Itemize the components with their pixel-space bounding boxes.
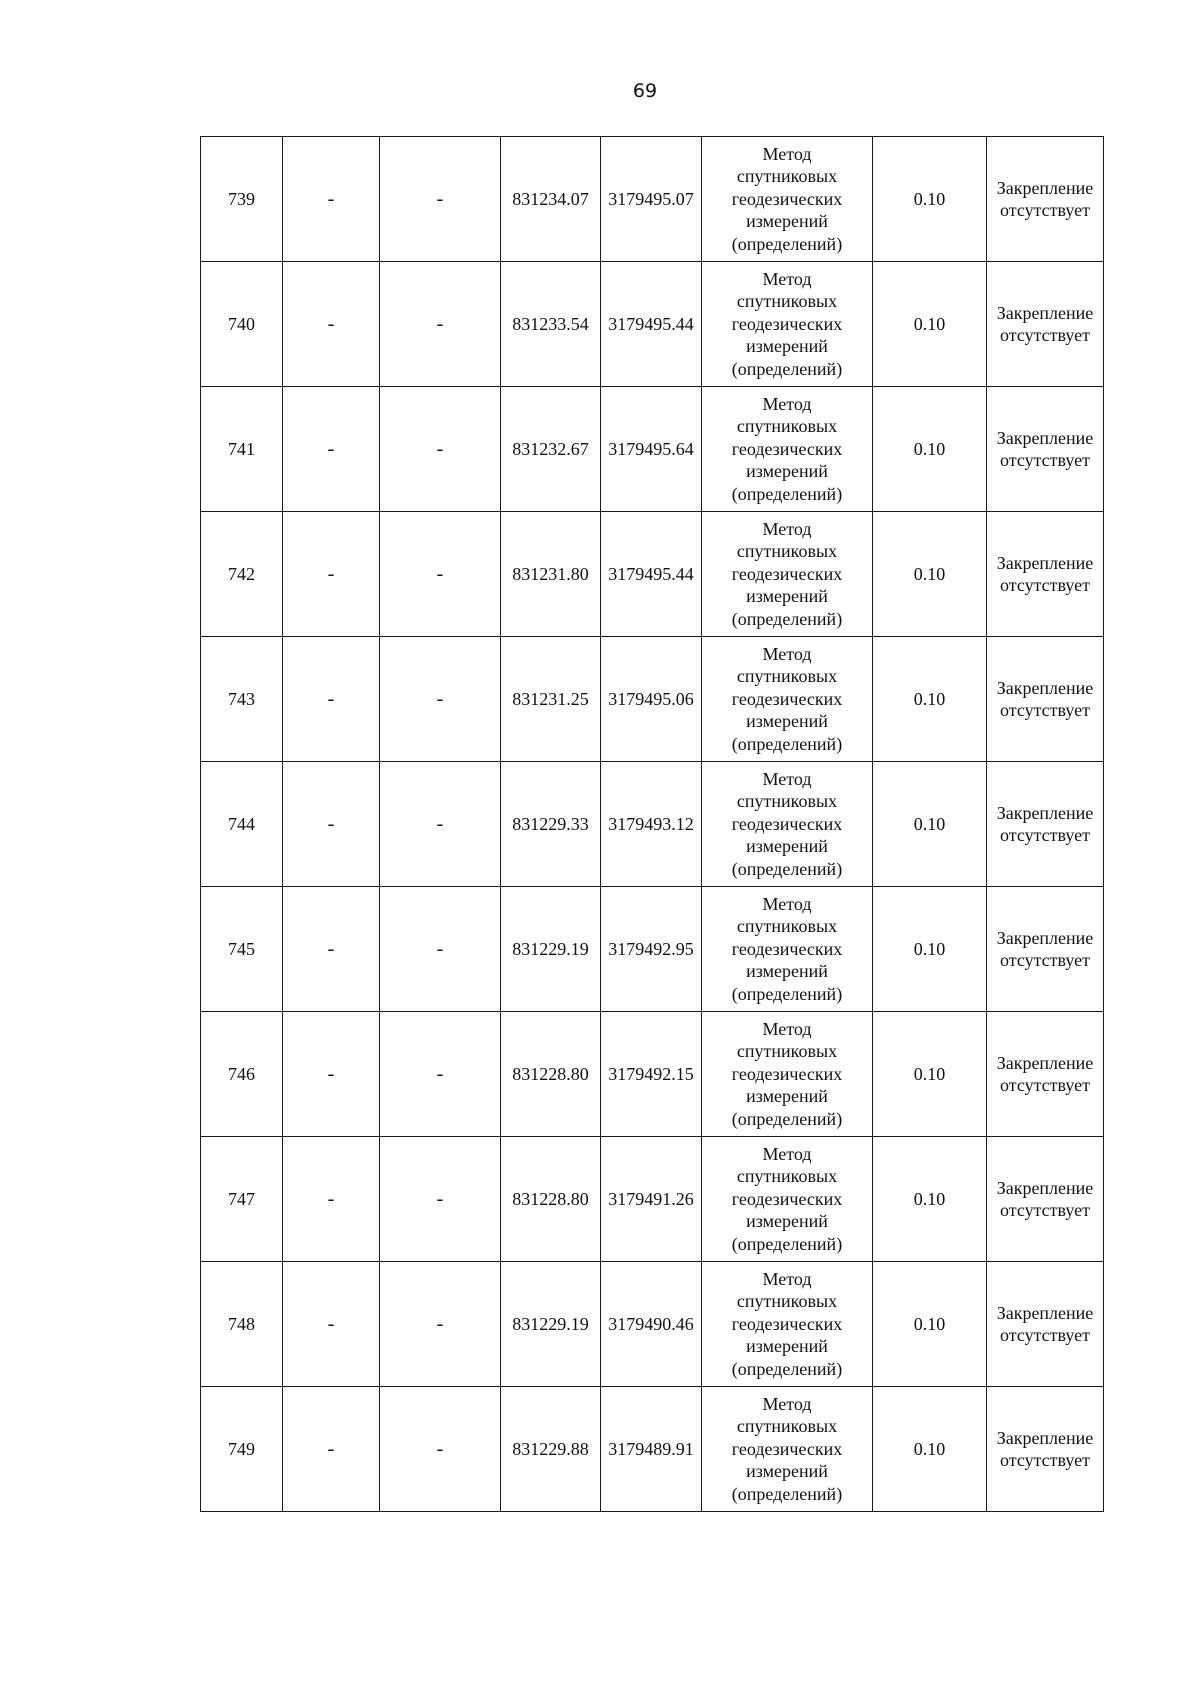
method-line: (определений) [731,983,843,1004]
method-line: измерений [746,711,828,732]
fix-line: Закрепление [996,1428,1094,1448]
coordinates-table [200,136,1104,1512]
empty-cell-col3: - [380,762,501,887]
accuracy-cell: 0.10 [873,887,987,1012]
method-line: геодезических [731,688,843,709]
fixation-cell [987,637,1104,762]
fix-line: отсутствует [999,200,1091,220]
fix-line: отсутствует [999,825,1091,845]
empty-cell-col2: - [283,637,380,762]
method-cell [702,762,873,887]
accuracy-cell: 0.10 [873,262,987,387]
table-row [201,1262,1104,1387]
table-row [201,762,1104,887]
method-line: измерений [746,211,828,232]
point-number-cell: 749 [201,1387,283,1512]
method-line: Метод [762,393,812,414]
empty-cell-col3: - [380,387,501,512]
method-line: спутниковых [736,1041,838,1062]
table-row [201,512,1104,637]
method-line: спутниковых [736,916,838,937]
method-cell [702,637,873,762]
method-line: Метод [762,1268,812,1289]
fixation-cell [987,262,1104,387]
method-cell [702,512,873,637]
empty-cell-col2: - [283,1012,380,1137]
y-coordinate-cell: 3179493.12 [601,762,702,887]
x-coordinate-cell: 831231.80 [501,512,601,637]
accuracy-cell: 0.10 [873,1387,987,1512]
empty-cell-col2: - [283,762,380,887]
point-number-cell: 743 [201,637,283,762]
method-line: спутниковых [736,791,838,812]
empty-cell-col3: - [380,1137,501,1262]
method-line: (определений) [731,233,843,254]
table-row [201,1137,1104,1262]
empty-cell-col3: - [380,262,501,387]
method-line: (определений) [731,858,843,879]
method-line: (определений) [731,358,843,379]
fixation-cell [987,512,1104,637]
method-line: измерений [746,961,828,982]
method-line: спутниковых [736,416,838,437]
x-coordinate-cell: 831229.19 [501,1262,601,1387]
fixation-cell [987,1012,1104,1137]
fixation-cell [987,887,1104,1012]
accuracy-cell: 0.10 [873,137,987,262]
fix-line: отсутствует [999,950,1091,970]
x-coordinate-cell: 831228.80 [501,1137,601,1262]
x-coordinate-cell: 831229.19 [501,887,601,1012]
empty-cell-col3: - [380,137,501,262]
method-line: Метод [762,893,812,914]
empty-cell-col2: - [283,512,380,637]
empty-cell-col2: - [283,1262,380,1387]
accuracy-cell: 0.10 [873,1262,987,1387]
table-row [201,887,1104,1012]
point-number-cell: 746 [201,1012,283,1137]
accuracy-cell: 0.10 [873,1137,987,1262]
empty-cell-col2: - [283,1387,380,1512]
fixation-cell [987,1387,1104,1512]
method-cell [702,262,873,387]
fixation-cell [987,1137,1104,1262]
method-line: геодезических [731,563,843,584]
fix-line: Закрепление [996,553,1094,573]
method-line: измерений [746,1336,828,1357]
method-line: геодезических [731,1313,843,1334]
method-line: Метод [762,143,812,164]
method-line: спутниковых [736,1166,838,1187]
method-cell [702,1387,873,1512]
y-coordinate-cell: 3179492.15 [601,1012,702,1137]
accuracy-cell: 0.10 [873,762,987,887]
point-number-cell: 742 [201,512,283,637]
x-coordinate-cell: 831228.80 [501,1012,601,1137]
point-number-cell: 739 [201,137,283,262]
empty-cell-col2: - [283,387,380,512]
point-number-cell: 744 [201,762,283,887]
method-line: геодезических [731,1188,843,1209]
table-row [201,1012,1104,1137]
method-line: Метод [762,643,812,664]
x-coordinate-cell: 831229.33 [501,762,601,887]
empty-cell-col2: - [283,262,380,387]
method-cell [702,387,873,512]
empty-cell-col2: - [283,887,380,1012]
method-line: измерений [746,1211,828,1232]
accuracy-cell: 0.10 [873,512,987,637]
fix-line: отсутствует [999,1200,1091,1220]
method-line: (определений) [731,1483,843,1504]
fix-line: Закрепление [996,428,1094,448]
y-coordinate-cell: 3179495.44 [601,262,702,387]
method-line: (определений) [731,733,843,754]
empty-cell-col3: - [380,1262,501,1387]
table-row [201,137,1104,262]
table-row [201,637,1104,762]
method-line: (определений) [731,1358,843,1379]
empty-cell-col2: - [283,137,380,262]
fixation-cell [987,387,1104,512]
empty-cell-col3: - [380,637,501,762]
point-number-cell: 745 [201,887,283,1012]
fix-line: отсутствует [999,450,1091,470]
y-coordinate-cell: 3179490.46 [601,1262,702,1387]
empty-cell-col3: - [380,1387,501,1512]
method-line: спутниковых [736,1291,838,1312]
y-coordinate-cell: 3179495.07 [601,137,702,262]
point-number-cell: 747 [201,1137,283,1262]
method-line: Метод [762,1143,812,1164]
fix-line: Закрепление [996,1178,1094,1198]
method-line: спутниковых [736,166,838,187]
method-line: геодезических [731,1438,843,1459]
empty-cell-col3: - [380,887,501,1012]
method-line: (определений) [731,608,843,629]
method-line: (определений) [731,483,843,504]
x-coordinate-cell: 831233.54 [501,262,601,387]
fix-line: Закрепление [996,1303,1094,1323]
fix-line: Закрепление [996,303,1094,323]
y-coordinate-cell: 3179495.64 [601,387,702,512]
method-cell [702,1137,873,1262]
method-line: (определений) [731,1108,843,1129]
fix-line: Закрепление [996,678,1094,698]
fix-line: отсутствует [999,1450,1091,1470]
fix-line: отсутствует [999,575,1091,595]
fix-line: отсутствует [999,1075,1091,1095]
empty-cell-col3: - [380,512,501,637]
fixation-cell [987,1262,1104,1387]
empty-cell-col3: - [380,1012,501,1137]
method-line: Метод [762,768,812,789]
page-number: 69 [632,80,658,102]
fix-line: отсутствует [999,325,1091,345]
y-coordinate-cell: 3179489.91 [601,1387,702,1512]
method-line: спутниковых [736,291,838,312]
method-line: измерений [746,461,828,482]
fix-line: Закрепление [996,928,1094,948]
method-line: геодезических [731,1063,843,1084]
accuracy-cell: 0.10 [873,1012,987,1137]
x-coordinate-cell: 831231.25 [501,637,601,762]
method-line: Метод [762,1018,812,1039]
point-number-cell: 748 [201,1262,283,1387]
table-body [201,137,1104,1512]
method-cell [702,887,873,1012]
y-coordinate-cell: 3179492.95 [601,887,702,1012]
fix-line: отсутствует [999,700,1091,720]
method-line: спутниковых [736,1416,838,1437]
point-number-cell: 741 [201,387,283,512]
method-cell [702,137,873,262]
method-line: измерений [746,836,828,857]
method-line: измерений [746,336,828,357]
y-coordinate-cell: 3179495.44 [601,512,702,637]
x-coordinate-cell: 831234.07 [501,137,601,262]
point-number-cell: 740 [201,262,283,387]
method-line: Метод [762,268,812,289]
method-line: геодезических [731,438,843,459]
method-cell [702,1262,873,1387]
table-row [201,387,1104,512]
x-coordinate-cell: 831232.67 [501,387,601,512]
fix-line: Закрепление [996,178,1094,198]
method-line: измерений [746,586,828,607]
fixation-cell [987,762,1104,887]
table-row [201,262,1104,387]
accuracy-cell: 0.10 [873,387,987,512]
method-line: геодезических [731,938,843,959]
table-row [201,1387,1104,1512]
method-line: (определений) [731,1233,843,1254]
accuracy-cell: 0.10 [873,637,987,762]
method-line: Метод [762,518,812,539]
fix-line: Закрепление [996,1053,1094,1073]
fix-line: отсутствует [999,1325,1091,1345]
fix-line: Закрепление [996,803,1094,823]
method-line: геодезических [731,188,843,209]
empty-cell-col2: - [283,1137,380,1262]
method-cell [702,1012,873,1137]
method-line: измерений [746,1086,828,1107]
method-line: измерений [746,1461,828,1482]
fixation-cell [987,137,1104,262]
method-line: спутниковых [736,666,838,687]
method-line: геодезических [731,313,843,334]
y-coordinate-cell: 3179495.06 [601,637,702,762]
method-line: спутниковых [736,541,838,562]
method-line: Метод [762,1393,812,1414]
method-line: геодезических [731,813,843,834]
y-coordinate-cell: 3179491.26 [601,1137,702,1262]
x-coordinate-cell: 831229.88 [501,1387,601,1512]
